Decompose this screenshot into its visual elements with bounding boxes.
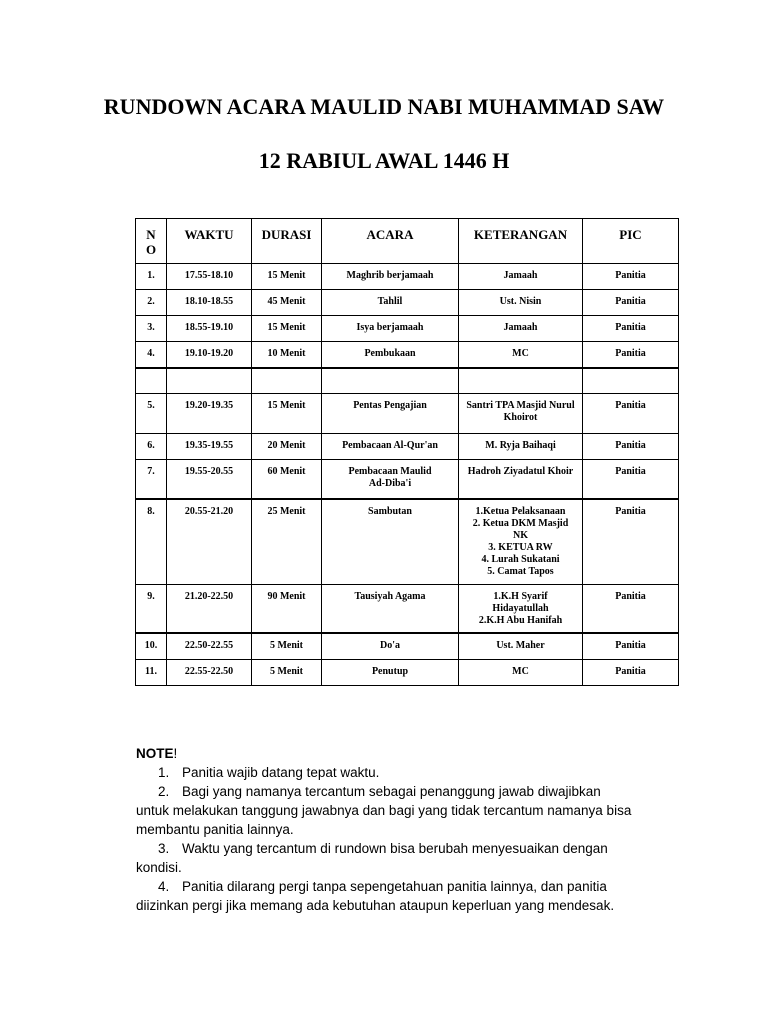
cell-keterangan: MC — [459, 342, 583, 368]
note-item — [136, 763, 636, 782]
table-row-empty — [136, 368, 679, 394]
cell-durasi: 45 Menit — [252, 290, 322, 316]
cell-durasi — [252, 368, 322, 394]
cell-durasi: 20 Menit — [252, 434, 322, 460]
cell-acara: Tausiyah Agama — [322, 585, 459, 633]
header-durasi: DURASI — [252, 219, 322, 264]
table-row — [136, 290, 679, 316]
cell-acara: Tahlil — [322, 290, 459, 316]
header-acara: ACARA — [322, 219, 459, 264]
cell-pic: Panitia — [583, 633, 679, 660]
cell-keterangan: Santri TPA Masjid Nurul Khoirot — [459, 394, 583, 434]
cell-pic: Panitia — [583, 290, 679, 316]
note-item-number: 4. — [158, 879, 170, 894]
cell-acara: Pembacaan Maulid Ad-Diba'i — [322, 460, 459, 499]
cell-acara: Maghrib berjamaah — [322, 264, 459, 290]
cell-pic: Panitia — [583, 585, 679, 633]
table-row — [136, 660, 679, 686]
note-item-text: Bagi yang namanya tercantum sebagai penanggung jawab diwajibkan untuk melakukan tanggung jawabnya dan bagi yang tidak tercantum namanya bisa membantu panitia lainnya. — [136, 784, 632, 837]
table-row — [136, 342, 679, 368]
table-row — [136, 499, 679, 585]
note-item-text: Panitia dilarang pergi tanpa sepengetahuan panitia lainnya, dan panitia diizinkan pergi jika memang ada kebutuhan ataupun keperluan yang mendesak. — [136, 879, 615, 913]
cell-waktu: 21.20-22.50 — [167, 585, 252, 633]
cell-no: 11. — [136, 660, 167, 686]
cell-keterangan: Jamaah — [459, 316, 583, 342]
cell-keterangan — [459, 368, 583, 394]
note-item-number: 3. — [158, 841, 170, 856]
cell-no: 9. — [136, 585, 167, 633]
cell-durasi: 15 Menit — [252, 394, 322, 434]
cell-no: 1. — [136, 264, 167, 290]
cell-durasi: 15 Menit — [252, 264, 322, 290]
cell-no: 8. — [136, 499, 167, 585]
cell-no: 4. — [136, 342, 167, 368]
table-row — [136, 460, 679, 499]
cell-durasi: 10 Menit — [252, 342, 322, 368]
cell-durasi: 60 Menit — [252, 460, 322, 499]
cell-waktu: 18.10-18.55 — [167, 290, 252, 316]
cell-acara: Penutup — [322, 660, 459, 686]
cell-pic: Panitia — [583, 264, 679, 290]
cell-keterangan: 1.K.H Syarif Hidayatullah 2.K.H Abu Hanifah — [459, 585, 583, 633]
note-item — [136, 877, 636, 915]
cell-durasi: 5 Menit — [252, 633, 322, 660]
cell-waktu: 19.35-19.55 — [167, 434, 252, 460]
cell-keterangan: Ust. Maher — [459, 633, 583, 660]
cell-acara — [322, 368, 459, 394]
note-item-number: 2. — [158, 784, 170, 799]
note-heading — [136, 744, 636, 763]
table-row — [136, 264, 679, 290]
table-row — [136, 316, 679, 342]
table-row — [136, 585, 679, 633]
rundown-table — [135, 218, 679, 686]
cell-keterangan: Hadroh Ziyadatul Khoir — [459, 460, 583, 499]
cell-waktu: 22.55-22.50 — [167, 660, 252, 686]
cell-pic — [583, 368, 679, 394]
cell-keterangan: M. Ryja Baihaqi — [459, 434, 583, 460]
cell-no: 3. — [136, 316, 167, 342]
cell-acara: Do'a — [322, 633, 459, 660]
cell-waktu: 17.55-18.10 — [167, 264, 252, 290]
cell-pic: Panitia — [583, 342, 679, 368]
cell-pic: Panitia — [583, 460, 679, 499]
cell-acara: Pentas Pengajian — [322, 394, 459, 434]
cell-no: 6. — [136, 434, 167, 460]
note-heading-text: NOTE — [136, 746, 174, 761]
note-section — [136, 744, 636, 915]
cell-waktu: 20.55-21.20 — [167, 499, 252, 585]
note-item-number: 1. — [158, 765, 170, 780]
cell-waktu: 19.20-19.35 — [167, 394, 252, 434]
header-pic: PIC — [583, 219, 679, 264]
cell-pic: Panitia — [583, 499, 679, 585]
cell-keterangan: Jamaah — [459, 264, 583, 290]
note-heading-exclamation: ! — [173, 746, 178, 761]
header-keterangan: KETERANGAN — [459, 219, 583, 264]
cell-pic: Panitia — [583, 394, 679, 434]
note-item-text: Panitia wajib datang tepat waktu. — [182, 765, 380, 780]
cell-no: 10. — [136, 633, 167, 660]
cell-waktu: 22.50-22.55 — [167, 633, 252, 660]
cell-durasi: 15 Menit — [252, 316, 322, 342]
table-header-row — [136, 219, 679, 264]
note-item — [136, 839, 636, 877]
table-row — [136, 394, 679, 434]
cell-waktu — [167, 368, 252, 394]
cell-no: 5. — [136, 394, 167, 434]
cell-durasi: 90 Menit — [252, 585, 322, 633]
cell-keterangan: MC — [459, 660, 583, 686]
table-row — [136, 633, 679, 660]
cell-pic: Panitia — [583, 660, 679, 686]
cell-no: 2. — [136, 290, 167, 316]
cell-no: 7. — [136, 460, 167, 499]
header-no: N O — [136, 219, 167, 264]
cell-acara: Sambutan — [322, 499, 459, 585]
cell-acara: Pembukaan — [322, 342, 459, 368]
document-subtitle: 12 RABIUL AWAL 1446 H — [258, 148, 510, 173]
cell-pic: Panitia — [583, 316, 679, 342]
header-waktu: WAKTU — [167, 219, 252, 264]
cell-acara: Pembacaan Al-Qur'an — [322, 434, 459, 460]
cell-keterangan: Ust. Nisin — [459, 290, 583, 316]
cell-keterangan: 1.Ketua Pelaksanaan 2. Ketua DKM Masjid NK 3. KETUA RW 4. Lurah Sukatani 5. Camat Tapos — [459, 499, 583, 585]
cell-acara: Isya berjamaah — [322, 316, 459, 342]
note-item — [136, 782, 636, 839]
table-row — [136, 434, 679, 460]
cell-waktu: 18.55-19.10 — [167, 316, 252, 342]
cell-no — [136, 368, 167, 394]
cell-durasi: 5 Menit — [252, 660, 322, 686]
cell-waktu: 19.55-20.55 — [167, 460, 252, 499]
cell-waktu: 19.10-19.20 — [167, 342, 252, 368]
note-item-text: Waktu yang tercantum di rundown bisa berubah menyesuaikan dengan kondisi. — [136, 841, 608, 875]
cell-pic: Panitia — [583, 434, 679, 460]
cell-durasi: 25 Menit — [252, 499, 322, 585]
document-title: RUNDOWN ACARA MAULID NABI MUHAMMAD SAW — [103, 94, 665, 119]
